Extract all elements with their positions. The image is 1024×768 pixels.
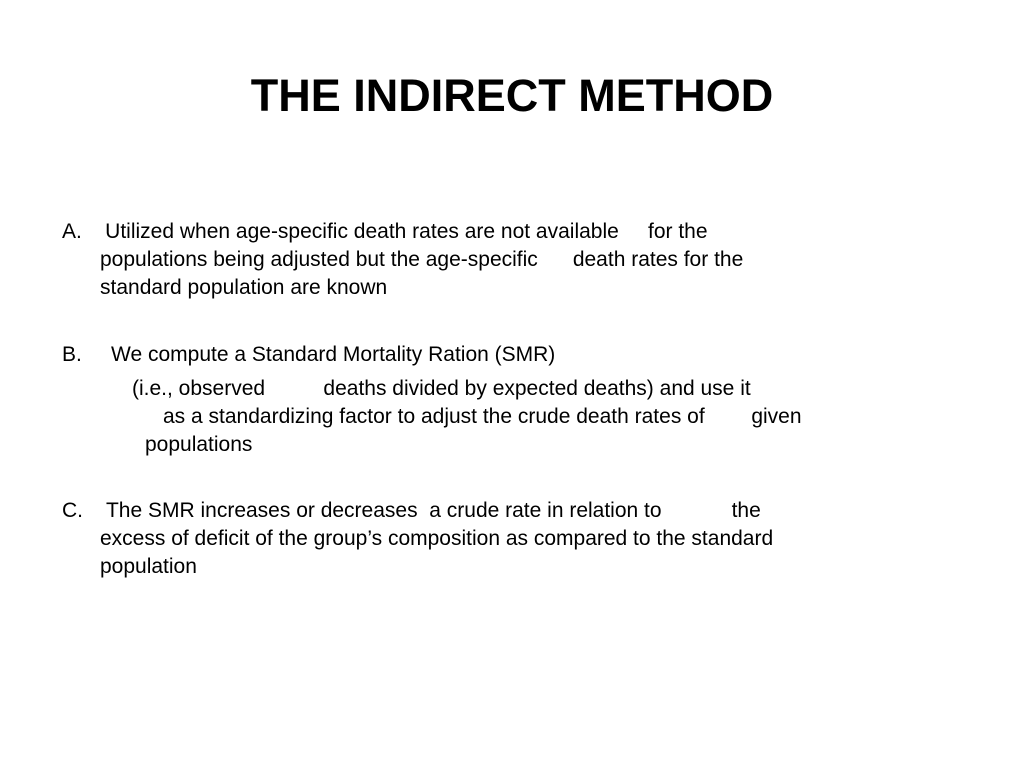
point-c-line-1: C. The SMR increases or decreases a crude rate in relation to the — [62, 499, 761, 522]
point-b-line-1: B. We compute a Standard Mortality Ration (SMR) — [62, 343, 556, 366]
point-c-line-2: excess of deficit of the group’s composition as compared to the standard — [100, 527, 774, 550]
point-a-line-1: A. Utilized when age-specific death rates are not available for the — [62, 220, 708, 243]
point-a-line-2: populations being adjusted but the age-specific death rates for the — [100, 248, 744, 271]
point-b-line-3: as a standardizing factor to adjust the crude death rates of given — [163, 405, 802, 428]
slide-title: THE INDIRECT METHOD — [250, 70, 774, 121]
point-b-line-2: (i.e., observed deaths divided by expected deaths) and use it — [132, 377, 751, 400]
point-b-line-4: populations — [145, 433, 253, 456]
point-c-line-3: population — [100, 555, 197, 578]
point-a-line-3: standard population are known — [100, 276, 388, 299]
